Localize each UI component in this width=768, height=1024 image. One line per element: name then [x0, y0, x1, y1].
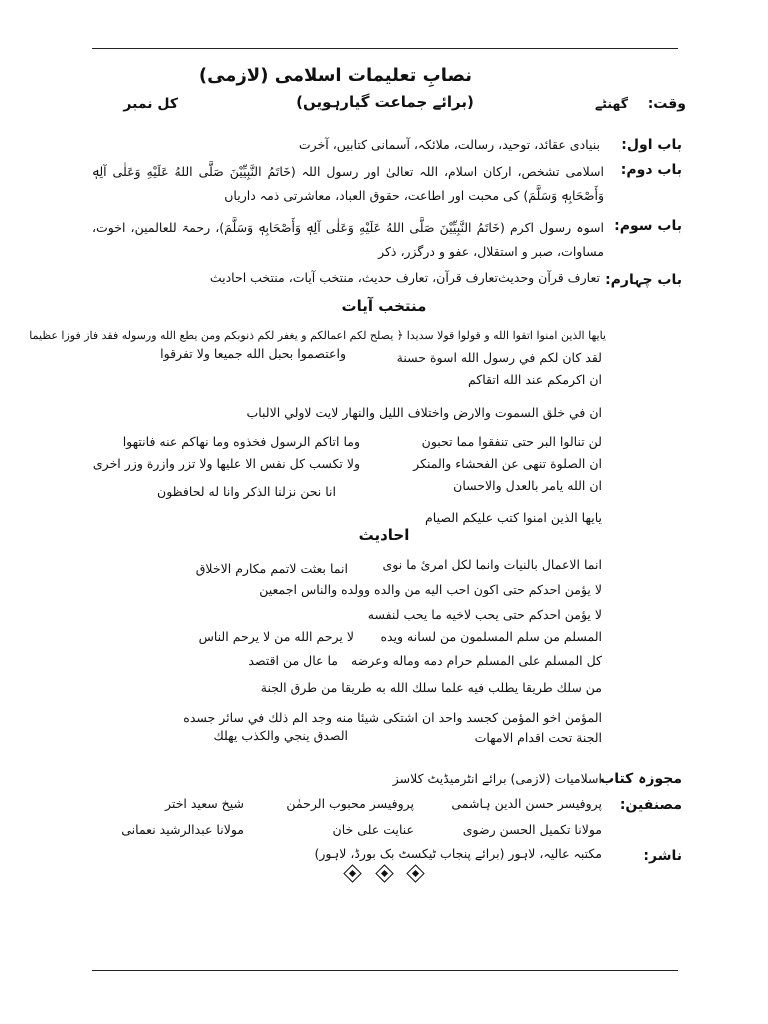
page-title: نصابِ تعلیمات اسلامی (لازمی) — [198, 65, 472, 86]
ayah-5: ان في خلق السموت والارض واختلاف الليل والنهار لايت لاولي الالباب — [246, 405, 602, 420]
ornament-diamond-icon — [343, 864, 361, 882]
page-subtitle: (برائے جماعت گیارہویں) — [296, 93, 474, 111]
hadith-4: لا يؤمن احدكم حتى يحب لاخيه ما يحب لنفسه — [367, 607, 602, 622]
chapter-4-item-1: تعارف قرآن وحدیث — [498, 270, 600, 285]
ayah-11: انا نحن نزلنا الذكر وانا له لحافظون — [157, 484, 336, 499]
ayah-12: يايها الذين امنوا كتب عليكم الصيام — [425, 510, 602, 525]
ayah-8: ان الصلوة تنهى عن الفحشاء والمنكر — [413, 456, 602, 471]
chapter-3-label: باب سوم: — [614, 218, 682, 234]
authors-label: مصنفین: — [619, 797, 682, 813]
top-rule — [92, 48, 678, 49]
hadith-9: من سلك طريقا يطلب فيه علما سلك الله به طريقا من طرق الجنة — [260, 680, 602, 695]
hadith-11: الجنة تحت اقدام الامهات — [474, 730, 602, 745]
ayah-4: ان اكرمكم عند الله اتقاكم — [467, 372, 602, 387]
chapter-2-label: باب دوم: — [620, 162, 682, 178]
hadith-10: المؤمن اخو المؤمن كجسد واحد ان اشتكى شيئا منه وجد الم ذلك في سائر جسده — [183, 710, 602, 725]
hadith-6: لا يرحم الله من لا يرحم الناس — [198, 629, 354, 644]
chapter-3-text: اسوہ رسول اکرم (خَاتَمُ النَّبِيِّيْنَ صَلَّى اللهُ عَلَيْهِ وَعَلٰى آلِهٖ وَأَصْحَابِهٖ وَسَلَّمَ)، رحمۃ للعالمین، اخوت، مساوات، صبر و استقلال، عفو و درگزر، ذکر — [92, 220, 604, 259]
hadith-7: كل المسلم على المسلم حرام دمه وماله وعرضه — [350, 653, 602, 668]
book-label: مجوزہ کتاب — [600, 771, 682, 787]
ornament-diamond-icon — [406, 864, 424, 882]
ayah-1: يايها الذين امنوا اتقوا الله و قولوا قولا سديدا ﴿ يصلح لكم اعمالكم و يغفر لكم ذنوبكم ومن يطع الله ورسوله فقد فاز فوزا عظيما — [29, 329, 606, 342]
time-label: وقت: — [647, 96, 686, 112]
author-5: عنایت علی خان — [332, 822, 414, 837]
ayah-9: ولا تكسب كل نفس الا عليها ولا تزر وازرة وزر اخرى — [92, 456, 360, 471]
ayat-heading: منتخب آیات — [341, 297, 427, 315]
publisher-value: مکتبہ عالیہ، لاہور (برائے پنجاب ٹیکسٹ بک بورڈ، لاہور) — [314, 846, 602, 861]
ornament-diamond-icon — [375, 864, 393, 882]
author-3: شیخ سعید اختر — [165, 796, 244, 811]
total-marks-label: کل نمبر — [123, 96, 178, 112]
ayah-3: واعتصموا بحبل الله جميعا ولا تفرقوا — [160, 346, 346, 361]
publisher-label: ناشر: — [643, 848, 682, 864]
ayah-6: لن تنالوا البر حتى تنفقوا مما تحبون — [421, 434, 602, 449]
ahadith-heading: احادیث — [358, 526, 410, 544]
hadith-3: لا يؤمن احدكم حتى اكون احب اليه من والده وولده والناس اجمعين — [259, 582, 602, 597]
hadith-8: ما عال من اقتصد — [248, 653, 338, 668]
chapter-4-item-2: تعارف قرآن، تعارف حدیث، منتخب آیات، منتخب احادیث — [209, 270, 498, 285]
chapter-4-label: باب چہارم: — [605, 272, 682, 288]
hadith-1: انما الاعمال بالنيات وانما لكل امرئ ما نوى — [382, 557, 602, 572]
ayah-2: لقد كان لكم في رسول الله اسوة حسنة — [396, 350, 602, 365]
chapter-2-text: اسلامی تشخص، ارکان اسلام، اللہ تعالیٰ اور رسول اللہ (خَاتَمُ النَّبِيِّيْنَ صَلَّى اللهُ عَلَيْهِ وَعَلٰى آلِهٖ وَأَصْحَابِهٖ وَسَلَّمَ) کی محبت اور اطاعت، حقوق العباد، معاشرتی ذمہ داریاں — [92, 164, 604, 203]
bottom-rule — [92, 970, 678, 971]
ayah-10: ان الله يامر بالعدل والاحسان — [453, 478, 602, 493]
author-1: پروفیسر حسن الدین ہاشمی — [451, 796, 602, 811]
author-6: مولانا عبدالرشید نعمانی — [121, 822, 244, 837]
author-4: مولانا تکمیل الحسن رضوی — [462, 822, 602, 837]
book-value: اسلامیات (لازمی) برائے انٹرمیڈیٹ کلاسز — [392, 771, 602, 786]
author-2: پروفیسر محبوب الرحمٰن — [286, 796, 414, 811]
time-value: گھنٹے — [594, 96, 628, 111]
chapter-1-label: باب اول: — [621, 137, 682, 153]
hadith-2: انما بعثت لاتمم مكارم الاخلاق — [195, 561, 348, 576]
ayah-7: وما اتاكم الرسول فخذوه وما نهاكم عنه فانتهوا — [122, 434, 360, 449]
hadith-5: المسلم من سلم المسلمون من لسانه ويده — [380, 629, 602, 644]
chapter-1-text: بنیادی عقائد، توحید، رسالت، ملائکہ، آسمانی کتابیں، آخرت — [298, 137, 600, 152]
hadith-12: الصدق ينجي والكذب يهلك — [213, 728, 348, 743]
